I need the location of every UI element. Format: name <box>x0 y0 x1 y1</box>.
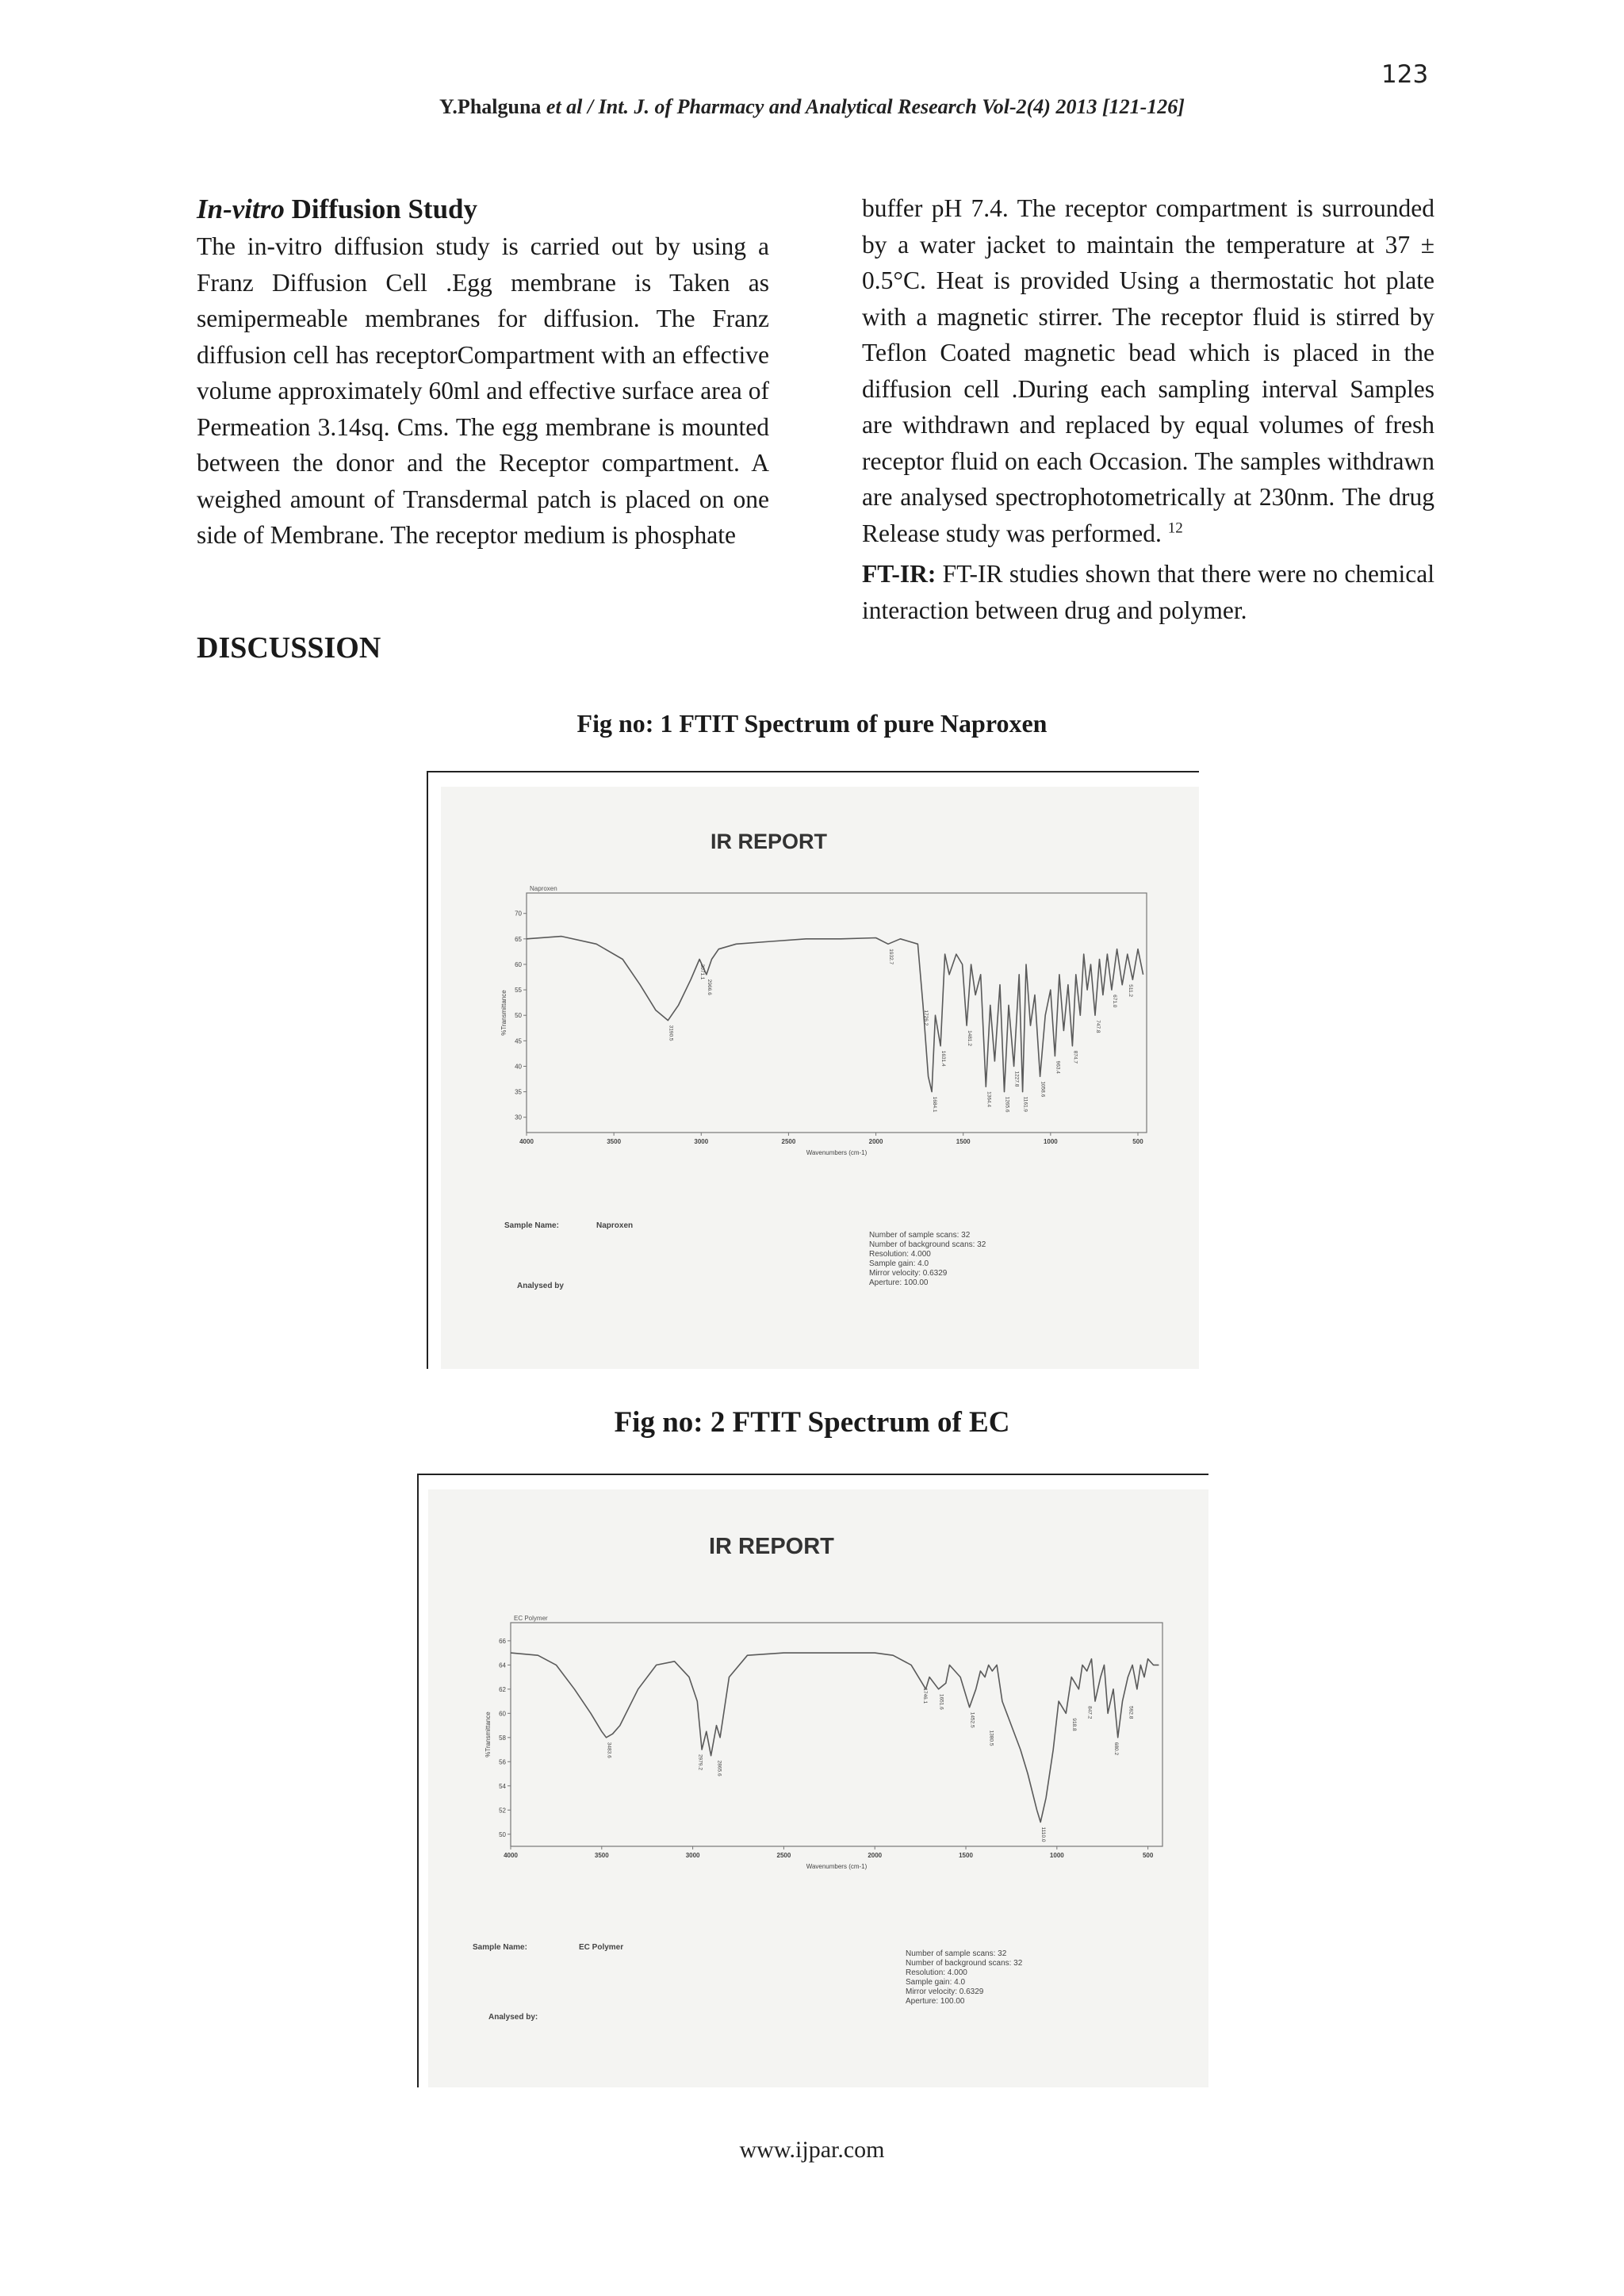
series-label: EC Polymer <box>514 1615 548 1622</box>
figure-2-caption: Fig no: 2 FTIT Spectrum of EC <box>614 1406 1010 1439</box>
x-tick-label: 500 <box>1142 1852 1154 1859</box>
metadata-line: Resolution: 4.000 <box>869 1250 931 1259</box>
y-axis-label: %Transmittance <box>485 1711 492 1757</box>
x-tick-label: 3500 <box>607 1138 622 1145</box>
y-tick-label: 65 <box>515 935 522 943</box>
right-column <box>862 190 1434 628</box>
figure-1-metadata <box>869 1231 986 1288</box>
plot-frame <box>511 1623 1162 1846</box>
ftir-paragraph <box>862 556 1434 628</box>
peak-label: 874.7 <box>1072 1050 1078 1064</box>
y-tick-label: 62 <box>499 1685 506 1693</box>
peak-label: 918.8 <box>1071 1718 1078 1731</box>
figure-2-metadata <box>906 1949 1022 2007</box>
figure-2 <box>417 1474 1208 2087</box>
y-tick-label: 55 <box>515 987 522 995</box>
peak-label: 1746.1 <box>921 1688 928 1704</box>
y-tick-label: 45 <box>515 1037 522 1045</box>
peak-label: 1631.4 <box>940 1050 947 1067</box>
peak-label: 1161.9 <box>1022 1096 1028 1113</box>
x-tick-label: 2500 <box>781 1138 796 1145</box>
metadata-line: Number of sample scans: 32 <box>869 1231 971 1240</box>
y-tick-label: 60 <box>515 960 522 968</box>
x-tick-label: 4000 <box>504 1852 518 1859</box>
peak-label: 1227.8 <box>1013 1071 1020 1087</box>
peak-label: 1481.2 <box>967 1030 973 1046</box>
peak-label: 592.8 <box>1128 1706 1134 1719</box>
figure-1-sample-name-label: Sample Name: <box>504 1221 559 1230</box>
figure-2-scan <box>428 1489 1208 2087</box>
figure-1-sample-name: Naproxen <box>596 1221 634 1230</box>
x-axis-label: Wavenumbers (cm-1) <box>806 1863 868 1870</box>
figure-2-sample-name: EC Polymer <box>579 1943 624 1952</box>
figure-1-scan <box>441 787 1199 1369</box>
peak-label: 1380.5 <box>988 1730 994 1746</box>
x-tick-label: 3000 <box>694 1138 709 1145</box>
page-number: 123 <box>1381 60 1429 89</box>
discussion-heading: DISCUSSION <box>197 631 381 665</box>
peak-label: 3071.1 <box>699 964 706 980</box>
header-author: Y.Phalguna <box>439 95 542 118</box>
left-column <box>197 190 769 554</box>
figure-2-sample-name-label: Sample Name: <box>473 1943 527 1952</box>
y-tick-label: 52 <box>499 1807 506 1815</box>
spectrum-line <box>527 937 1143 1092</box>
ftir-label: FT-IR: <box>862 560 936 588</box>
x-tick-label: 500 <box>1132 1138 1143 1145</box>
metadata-line: Number of background scans: 32 <box>869 1240 986 1249</box>
y-tick-label: 54 <box>499 1782 506 1790</box>
running-header <box>0 95 1624 119</box>
y-tick-label: 70 <box>515 910 522 918</box>
peak-label: 1726.2 <box>923 1010 929 1026</box>
peak-label: 2979.2 <box>697 1754 703 1770</box>
figure-2-report-title: IR REPORT <box>709 1534 834 1559</box>
peak-label: 671.0 <box>1111 995 1117 1008</box>
footer-url: www.ijpar.com <box>739 2137 885 2163</box>
ftir-text: FT-IR studies shown that there were no chemical interaction between drug and polymer. <box>862 560 1434 624</box>
diffusion-paragraph: The in-vitro diffusion study is carried out by using a Franz Diffusion Cell .Egg membrane is Taken as semipermeable membranes for diffusion. The Franz diffusion cell has receptorCompartment with an effective volume approximately 60ml and effective surface area of Permeation 3.14sq. Cms. The egg membrane is mounted between the donor and the Receptor compartment. A weighed amount of Transdermal patch is placed on one side of Membrane. The receptor medium is phosphate <box>197 232 769 549</box>
figure-1-caption: Fig no: 1 FTIT Spectrum of pure Naproxen <box>576 709 1048 738</box>
peak-label: 2966.6 <box>706 979 712 995</box>
peak-label: 963.4 <box>1055 1060 1061 1074</box>
figure-1-report-title: IR REPORT <box>710 830 828 853</box>
continued-text: buffer pH 7.4. The receptor compartment is surrounded by a water jacket to maintain the temperature at 37 ± 0.5°C. Heat is provided Using a thermostatic hot plate with a magnetic stirrer. The receptor fluid is stirred by Teflon Coated magnetic bead which is placed in the diffusion cell .During each sampling interval Samples are withdrawn and replaced by equal volumes of fresh receptor fluid on each Occasion. The samples withdrawn are analysed spectrophotometrically at 230nm. The drug Release study was performed. <box>862 194 1434 547</box>
x-tick-label: 2000 <box>868 1852 883 1859</box>
peak-label: 1364.4 <box>986 1091 992 1108</box>
section-title-rest: Diffusion Study <box>284 194 477 224</box>
y-tick-label: 60 <box>499 1710 506 1718</box>
peak-label: 1265.6 <box>1004 1096 1010 1113</box>
y-tick-label: 56 <box>499 1758 506 1766</box>
peak-label: 1684.1 <box>932 1096 938 1113</box>
x-tick-label: 2000 <box>868 1138 883 1145</box>
metadata-line: Mirror velocity: 0.6329 <box>869 1269 948 1278</box>
peak-label: 2865.6 <box>716 1760 722 1777</box>
series-label: Naproxen <box>530 885 557 892</box>
figure-1-spectrum-chart <box>500 879 1150 1164</box>
plot-frame <box>527 893 1147 1133</box>
metadata-line: Aperture: 100.00 <box>906 1997 965 2006</box>
spectrum-line <box>511 1653 1159 1822</box>
header-etal: et al <box>546 95 583 118</box>
x-tick-label: 4000 <box>519 1138 534 1145</box>
x-tick-label: 1500 <box>959 1852 973 1859</box>
y-tick-label: 64 <box>499 1662 506 1669</box>
figure-1-analysed-by: Analysed by <box>517 1282 564 1290</box>
x-tick-label: 3000 <box>685 1852 700 1859</box>
reference-marker: 12 <box>1167 519 1183 536</box>
metadata-line: Sample gain: 4.0 <box>869 1259 929 1268</box>
y-tick-label: 50 <box>499 1830 506 1838</box>
peak-label: 847.2 <box>1086 1706 1093 1719</box>
x-tick-label: 1500 <box>956 1138 971 1145</box>
diffusion-paragraph-continued <box>862 190 1434 551</box>
metadata-line: Aperture: 100.00 <box>869 1278 929 1287</box>
x-tick-label: 3500 <box>594 1852 609 1859</box>
peak-label: 511.2 <box>1127 984 1133 998</box>
metadata-line: Mirror velocity: 0.6329 <box>906 1987 984 1996</box>
x-tick-label: 1000 <box>1043 1138 1058 1145</box>
figure-2-analysed-by: Analysed by: <box>488 2013 538 2022</box>
peak-label: 747.8 <box>1095 1020 1101 1033</box>
y-tick-label: 50 <box>515 1012 522 1020</box>
x-tick-label: 1000 <box>1049 1852 1064 1859</box>
x-axis-label: Wavenumbers (cm-1) <box>806 1149 868 1156</box>
y-tick-label: 35 <box>515 1088 522 1096</box>
figure-2-spectrum-chart <box>484 1608 1166 1878</box>
metadata-line: Number of sample scans: 32 <box>906 1949 1007 1958</box>
peak-label: 1110.0 <box>1040 1826 1047 1842</box>
peak-label: 3483.6 <box>606 1742 612 1758</box>
y-axis-label: %Transmittance <box>500 990 508 1036</box>
y-tick-label: 30 <box>515 1114 522 1121</box>
metadata-line: Number of background scans: 32 <box>906 1959 1023 1968</box>
metadata-line: Resolution: 4.000 <box>906 1968 967 1977</box>
section-title <box>197 190 769 228</box>
header-journal: / Int. J. of Pharmacy and Analytical Research Vol-2(4) 2013 [121-126] <box>582 95 1185 118</box>
x-tick-label: 2500 <box>776 1852 791 1859</box>
peak-label: 1452.5 <box>969 1711 975 1728</box>
section-title-italic: In-vitro <box>197 194 285 224</box>
peak-label: 1058.6 <box>1040 1081 1046 1098</box>
y-tick-label: 66 <box>499 1637 506 1645</box>
metadata-line: Sample gain: 4.0 <box>906 1978 966 1987</box>
y-tick-label: 40 <box>515 1063 522 1071</box>
figure-1 <box>427 771 1199 1369</box>
peak-label: 1932.7 <box>887 949 894 965</box>
peak-label: 3190.5 <box>668 1025 674 1041</box>
peak-label: 680.2 <box>1113 1742 1120 1756</box>
peak-label: 1651.6 <box>938 1693 944 1710</box>
y-tick-label: 58 <box>499 1734 506 1742</box>
